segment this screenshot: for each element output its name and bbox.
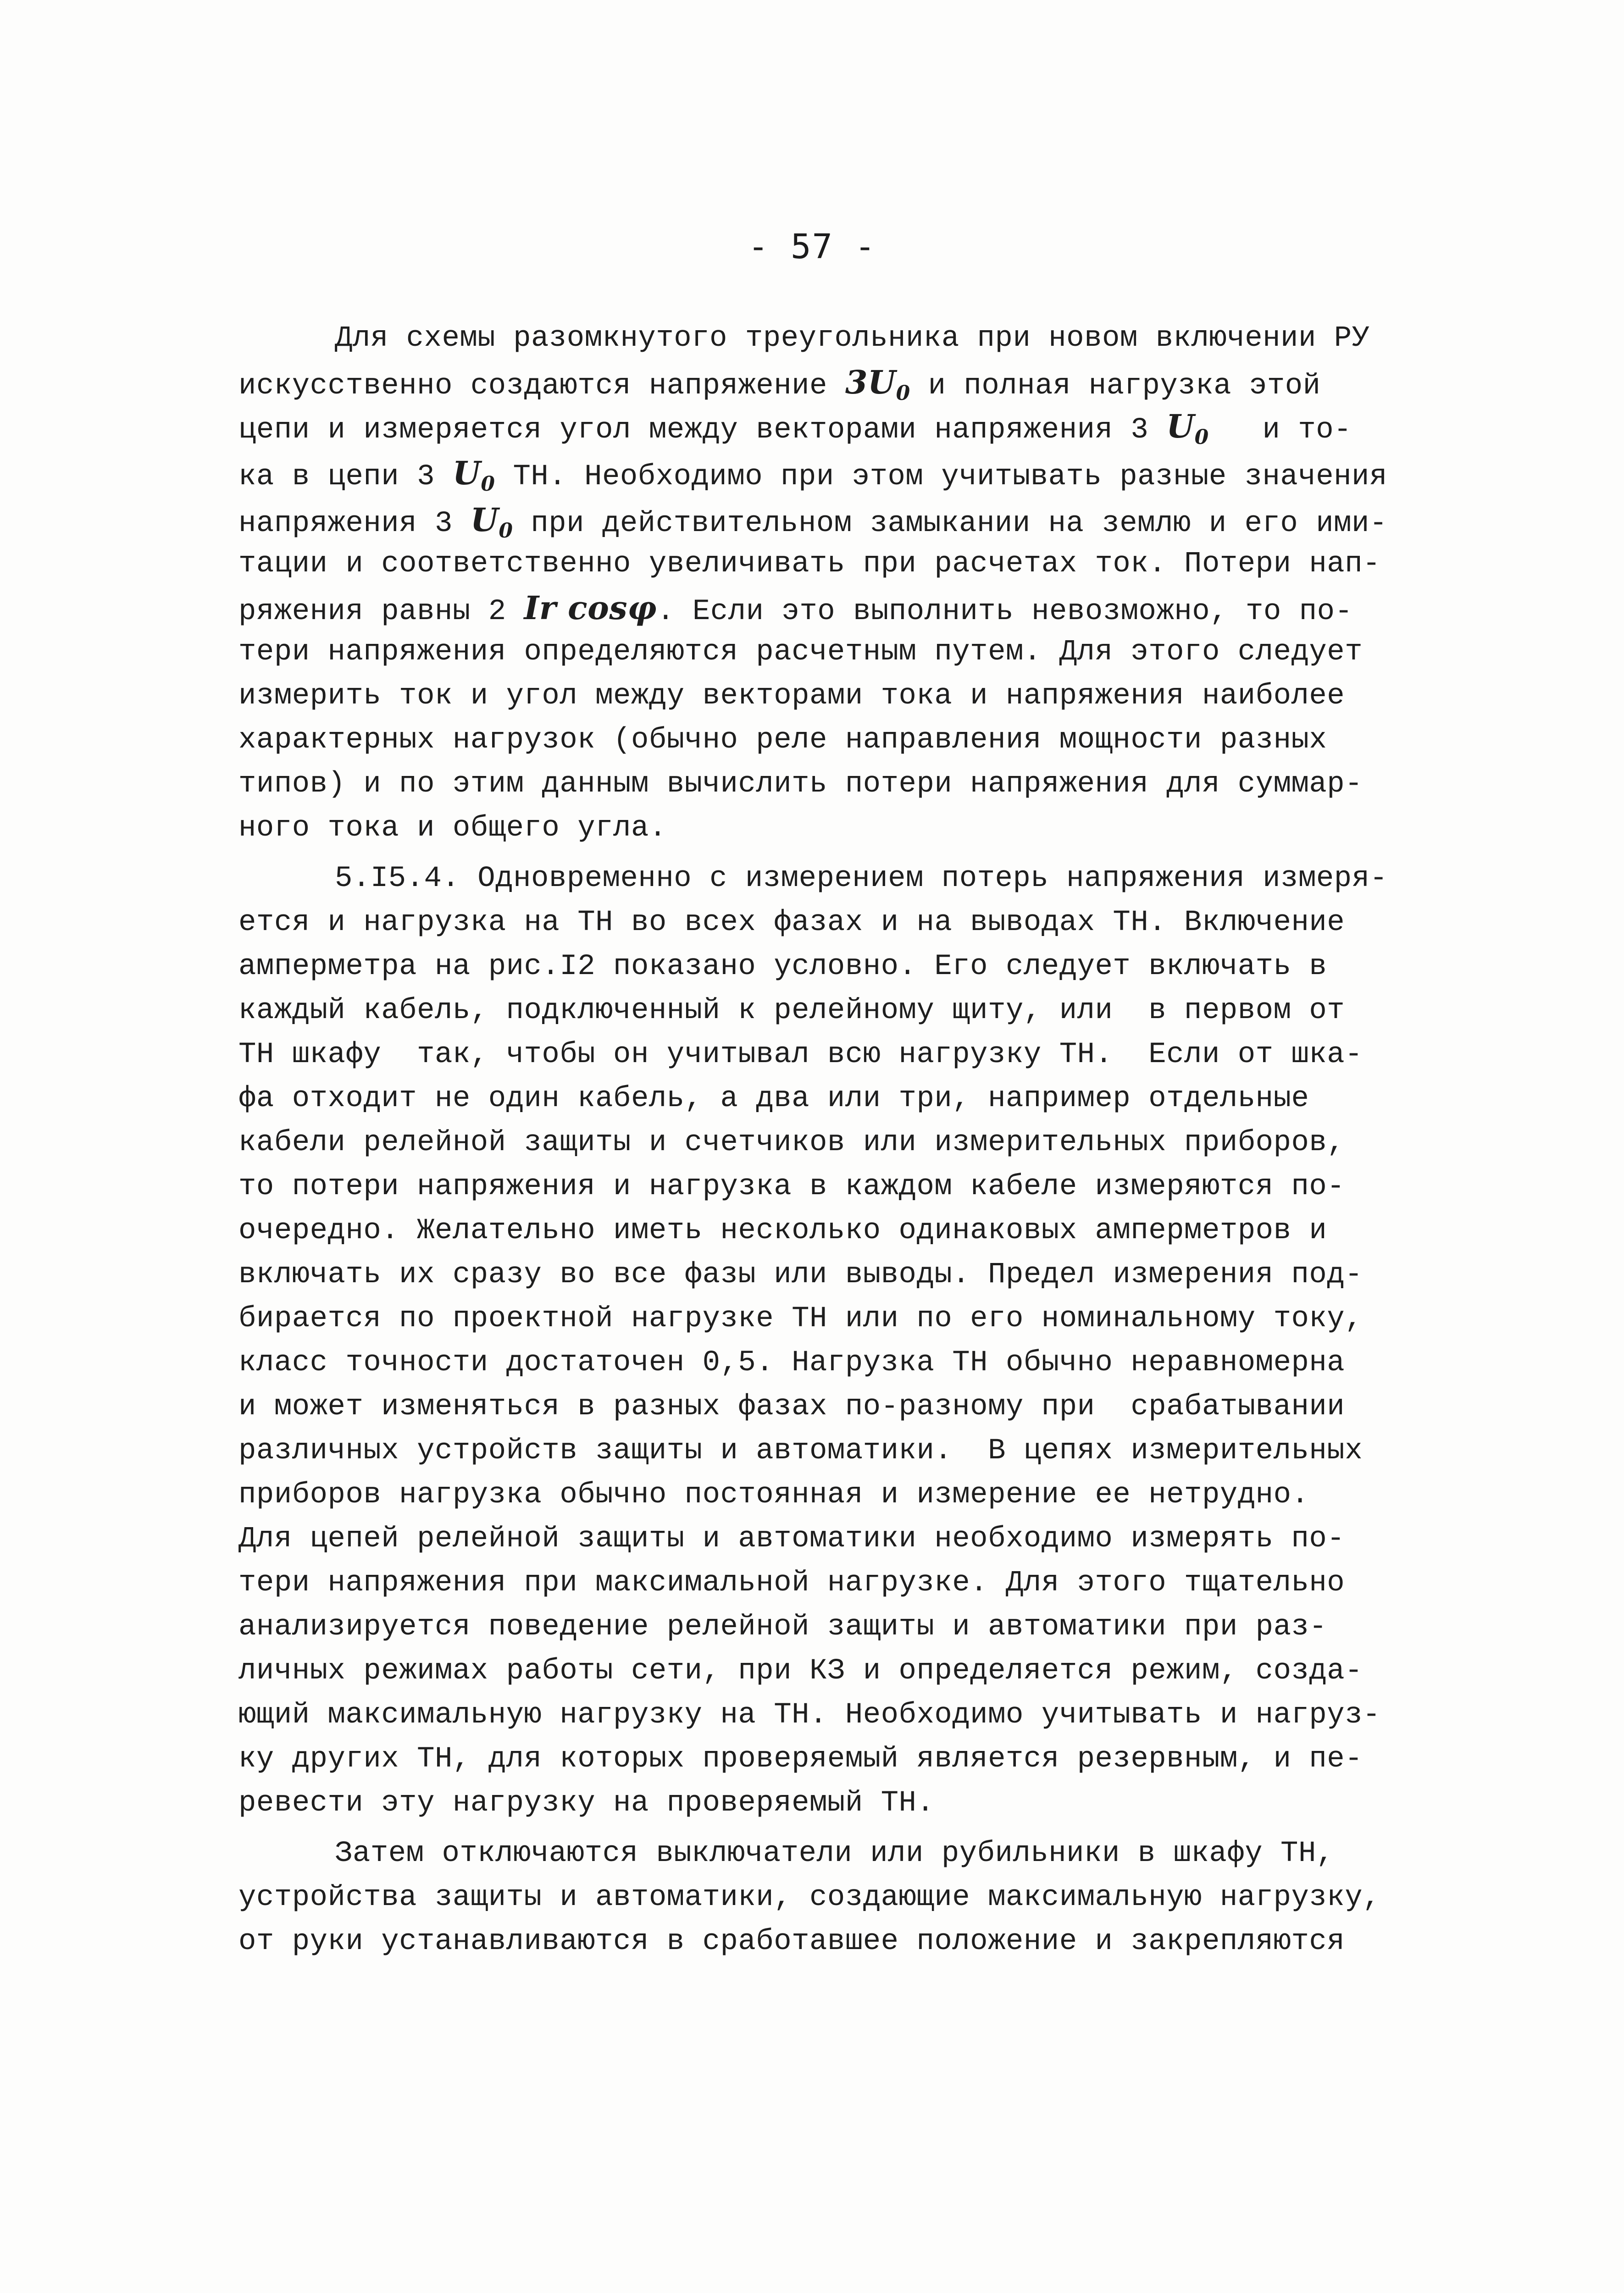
text-run: и то- <box>1208 414 1352 447</box>
math-subscript: 0 <box>481 472 495 496</box>
math-expression: Ir cosφ <box>524 589 657 627</box>
text-run: ется и нагрузка на ТН во всех фазах и на выводах ТН. Включение <box>238 906 1345 939</box>
text-line <box>238 586 1495 630</box>
text-line <box>238 806 1495 850</box>
text-run: при действительном замыкании на землю и его ими- <box>513 507 1387 540</box>
text-run: ревести эту нагрузку на проверяемый ТН. <box>238 1787 935 1820</box>
text-run: типов) и по этим данным вычислить потери напряжения для суммар- <box>238 768 1363 801</box>
math-subscript: 0 <box>499 519 513 543</box>
text-run: устройства защиты и автоматики, создающие максимальную нагрузку, <box>238 1881 1380 1914</box>
text-run: ку других ТН, для которых проверяемый является резервным, и пе- <box>238 1743 1363 1776</box>
text-run: анализируется поведение релейной защиты и автоматики при раз- <box>238 1611 1327 1644</box>
text-run: ТН шкафу так, чтобы он учитывал всю нагрузку ТН. Если от шка- <box>238 1038 1363 1071</box>
text-run: ющий максимальную нагрузку на ТН. Необходимо учитывать и нагруз- <box>238 1699 1380 1732</box>
text-line <box>238 1649 1495 1693</box>
text-line <box>238 1297 1495 1341</box>
text-run: бирается по проектной нагрузке ТН или по его номинальному току, <box>238 1302 1363 1335</box>
text-run: то потери напряжения и нагрузка в каждом кабеле измеряются по- <box>238 1170 1345 1203</box>
text-line <box>238 1209 1495 1253</box>
text-run: тери напряжения при максимальной нагрузке. Для этого тщательно <box>238 1567 1345 1600</box>
text-run: Затем отключаются выключатели или рубильники в шкафу ТН, <box>335 1837 1334 1870</box>
text-line <box>238 404 1495 449</box>
text-line <box>238 1077 1495 1121</box>
text-line <box>238 1121 1495 1165</box>
text-line <box>238 1920 1495 1964</box>
text-run: тации и соответственно увеличивать при расчетах ток. Потери нап- <box>238 548 1380 581</box>
text-line <box>238 1737 1495 1781</box>
text-line <box>238 1605 1495 1649</box>
paragraph <box>238 1832 1495 1964</box>
text-run: амперметра на рис.I2 показано условно. Его следует включать в <box>238 950 1327 983</box>
math-expression: $U_0$ <box>1166 407 1209 449</box>
math-expression: $3U_0$ <box>845 363 910 405</box>
text-run: и может изменяться в разных фазах по-разному при срабатывании <box>238 1390 1345 1423</box>
text-run: характерных нагрузок (обычно реле направления мощности разных <box>238 724 1327 757</box>
text-run: очередно. Желательно иметь несколько одинаковых амперметров и <box>238 1214 1327 1247</box>
text-line <box>238 857 1495 901</box>
page-number: - 57 - <box>748 227 876 266</box>
text-line <box>238 1341 1495 1385</box>
text-run: различных устройств защиты и автоматики. В цепях измерительных <box>238 1435 1363 1468</box>
text-run: фа отходит не один кабель, а два или три, например отдельные <box>238 1082 1309 1115</box>
text-run: измерить ток и угол между векторами тока и напряжения наиболее <box>238 680 1345 713</box>
text-line <box>238 1429 1495 1473</box>
body-text <box>238 316 1495 1964</box>
text-line <box>238 945 1495 989</box>
text-run: от руки устанавливаются в сработавшее положение и закрепляются <box>238 1925 1345 1958</box>
text-line <box>238 1561 1495 1605</box>
text-run: напряжения 3 <box>238 507 471 540</box>
text-run: и полная нагрузка этой <box>910 370 1321 403</box>
text-run: . Если это выполнить невозможно, то по- <box>657 595 1353 628</box>
text-line <box>238 989 1495 1033</box>
text-line <box>238 449 1495 498</box>
text-run: ка в цепи 3 <box>238 460 453 493</box>
text-run: личных режимах работы сети, при КЗ и определяется режим, созда- <box>238 1655 1363 1688</box>
text-run: ТН. Необходимо при этом учитывать разные значения <box>495 460 1387 493</box>
text-run: ного тока и общего угла. <box>238 812 667 845</box>
math-subscript: 0 <box>896 382 910 405</box>
text-line <box>238 1832 1495 1876</box>
text-line <box>238 1253 1495 1297</box>
paragraph <box>238 857 1495 1825</box>
math-expression: $U_0$ <box>452 454 495 496</box>
math-subscript: 0 <box>1194 426 1209 449</box>
text-run: класс точности достаточен 0,5. Нагрузка ТН обычно неравномерна <box>238 1346 1345 1379</box>
text-run: тери напряжения определяются расчетным путем. Для этого следует <box>238 636 1363 669</box>
math-expression: $U_0$ <box>470 501 513 543</box>
text-line <box>238 630 1495 674</box>
text-line <box>238 1693 1495 1737</box>
text-line <box>238 498 1495 542</box>
text-line <box>238 674 1495 718</box>
text-line <box>238 1876 1495 1920</box>
text-run: Для схемы разомкнутого треугольника при новом включении РУ <box>335 322 1370 355</box>
text-line <box>238 1385 1495 1429</box>
text-line <box>238 1033 1495 1077</box>
text-run: цепи и измеряется угол между векторами напряжения 3 <box>238 414 1167 447</box>
text-line <box>238 718 1495 762</box>
text-line <box>238 762 1495 806</box>
text-line <box>238 1165 1495 1209</box>
text-run: Для цепей релейной защиты и автоматики необходимо измерять по- <box>238 1523 1345 1556</box>
text-line <box>238 901 1495 945</box>
text-run: искусственно создаются напряжение <box>238 370 845 403</box>
text-line <box>238 1781 1495 1825</box>
text-run: приборов нагрузка обычно постоянная и измерение ее нетрудно. <box>238 1479 1309 1512</box>
text-run: включать их сразу во все фазы или выводы. Предел измерения под- <box>238 1258 1363 1291</box>
text-run: 5.I5.4. Одновременно с измерением потерь напряжения измеря- <box>335 862 1388 895</box>
paragraph <box>238 316 1495 850</box>
text-run: кабели релейной защиты и счетчиков или измерительных приборов, <box>238 1126 1345 1159</box>
text-run: ряжения равны 2 <box>238 595 524 628</box>
text-line <box>238 1473 1495 1517</box>
text-line <box>238 360 1495 404</box>
text-line <box>238 316 1495 360</box>
text-line <box>238 542 1495 586</box>
text-run: каждый кабель, подключенный к релейному щиту, или в первом от <box>238 994 1345 1027</box>
text-line <box>238 1517 1495 1561</box>
